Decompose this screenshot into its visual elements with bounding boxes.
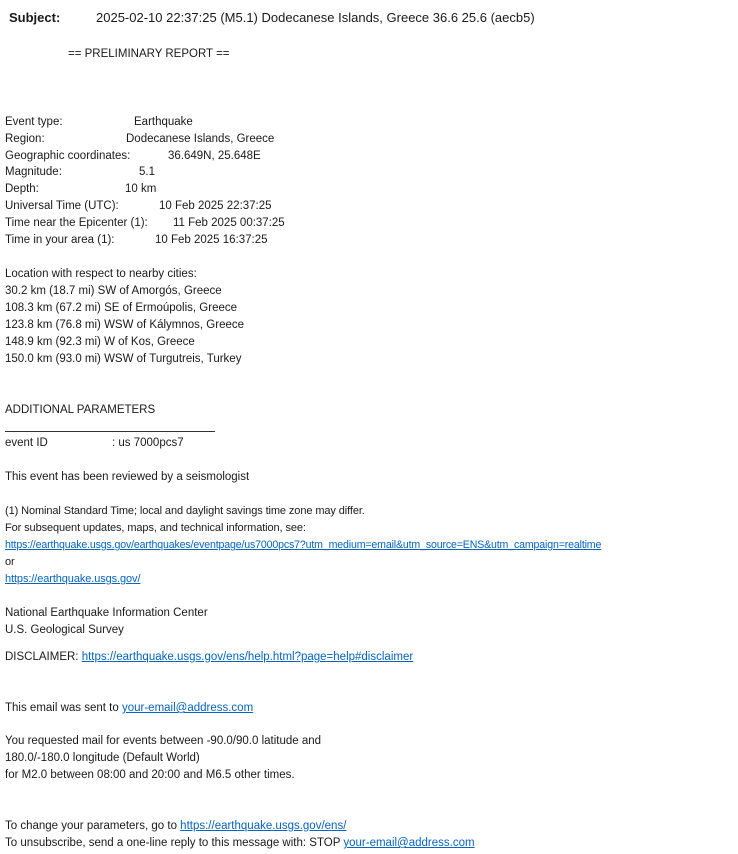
field-value: Dodecanese Islands, Greece xyxy=(126,133,275,145)
event-id-label: event ID xyxy=(5,437,48,449)
disclaimer-row xyxy=(5,649,413,666)
updates-text: For subsequent updates, maps, and technical information, see: xyxy=(5,522,306,534)
unsubscribe-text: To unsubscribe, send a one-line reply to this message with: STOP xyxy=(5,837,341,849)
field-value: 10 km xyxy=(125,183,157,195)
org-name: National Earthquake Information Center xyxy=(5,607,208,619)
field-label: Magnitude: xyxy=(5,166,62,178)
field-label: Universal Time (UTC): xyxy=(5,200,119,212)
field-magnitude xyxy=(5,164,155,181)
field-depth xyxy=(5,181,157,198)
org-parent: U.S. Geological Survey xyxy=(5,624,124,636)
subject-label: Subject: xyxy=(9,10,61,25)
sent-to-text: This email was sent to xyxy=(5,702,119,714)
or-text: or xyxy=(5,556,15,568)
event-id-value: : us 7000pcs7 xyxy=(112,437,184,449)
unsubscribe-row xyxy=(5,835,475,852)
field-epicenter-time xyxy=(5,215,285,232)
reviewed-note: This event has been reviewed by a seismologist xyxy=(5,471,250,483)
request-line: for M2.0 between 08:00 and 20:00 and M6.5 other times. xyxy=(5,769,295,781)
request-line: You requested mail for events between -90.0/90.0 latitude and xyxy=(5,735,322,747)
field-value: 10 Feb 2025 22:37:25 xyxy=(159,200,272,212)
subject-value: 2025-02-10 22:37:25 (M5.1) Dodecanese Islands, Greece 36.6 25.6 (aecb5) xyxy=(96,10,535,25)
footnote: (1) Nominal Standard Time; local and daylight savings time zone may differ. xyxy=(5,505,365,517)
field-label: Time in your area (1): xyxy=(5,234,115,246)
nearby-heading: Location with respect to nearby cities: xyxy=(5,268,197,280)
field-label: Depth: xyxy=(5,183,39,195)
field-coordinates xyxy=(5,148,261,165)
nearby-city: 150.0 km (93.0 mi) WSW of Turgutreis, Turkey xyxy=(5,353,242,365)
event-page-link[interactable]: https://earthquake.usgs.gov/earthquakes/eventpage/us7000pcs7?utm_medium=email&utm_source=ENS&utm_campaign=realtime xyxy=(5,539,602,551)
field-utc-time xyxy=(5,198,272,215)
change-params-link[interactable]: https://earthquake.usgs.gov/ens/ xyxy=(180,820,347,832)
nearby-city: 30.2 km (18.7 mi) SW of Amorgós, Greece xyxy=(5,285,222,297)
field-label: Time near the Epicenter (1): xyxy=(5,217,148,229)
report-heading: == PRELIMINARY REPORT == xyxy=(68,48,230,60)
field-value: 10 Feb 2025 16:37:25 xyxy=(155,234,268,246)
field-label: Geographic coordinates: xyxy=(5,150,131,162)
field-value: 36.649N, 25.648E xyxy=(168,150,261,162)
recipient-email-link[interactable]: your-email@address.com xyxy=(121,702,254,714)
divider xyxy=(5,431,215,432)
field-value: 5.1 xyxy=(139,166,155,178)
nearby-city: 108.3 km (67.2 mi) SE of Ermoúpolis, Greece xyxy=(5,302,238,314)
field-label: Region: xyxy=(5,133,45,145)
request-line: 180.0/-180.0 longitude (Default World) xyxy=(5,752,200,764)
nearby-city: 123.8 km (76.8 mi) WSW of Kálymnos, Greece xyxy=(5,319,245,331)
event-id-row xyxy=(5,435,184,452)
field-value: 11 Feb 2025 00:37:25 xyxy=(173,217,285,229)
field-region xyxy=(5,131,275,148)
field-label: Event type: xyxy=(5,116,63,128)
change-params-text: To change your parameters, go to xyxy=(5,820,177,832)
sent-to-row xyxy=(5,700,253,717)
field-local-time xyxy=(5,232,268,249)
field-event-type xyxy=(5,114,193,131)
unsubscribe-email-link[interactable]: your-email@address.com xyxy=(343,837,475,849)
usgs-home-link[interactable]: https://earthquake.usgs.gov/ xyxy=(5,573,141,585)
disclaimer-label: DISCLAIMER: xyxy=(5,651,79,663)
field-value: Earthquake xyxy=(134,116,193,128)
change-params-row xyxy=(5,818,346,835)
additional-heading: ADDITIONAL PARAMETERS xyxy=(5,404,156,416)
nearby-city: 148.9 km (92.3 mi) W of Kos, Greece xyxy=(5,336,195,348)
disclaimer-link[interactable]: https://earthquake.usgs.gov/ens/help.html?page=help#disclaimer xyxy=(81,651,414,663)
